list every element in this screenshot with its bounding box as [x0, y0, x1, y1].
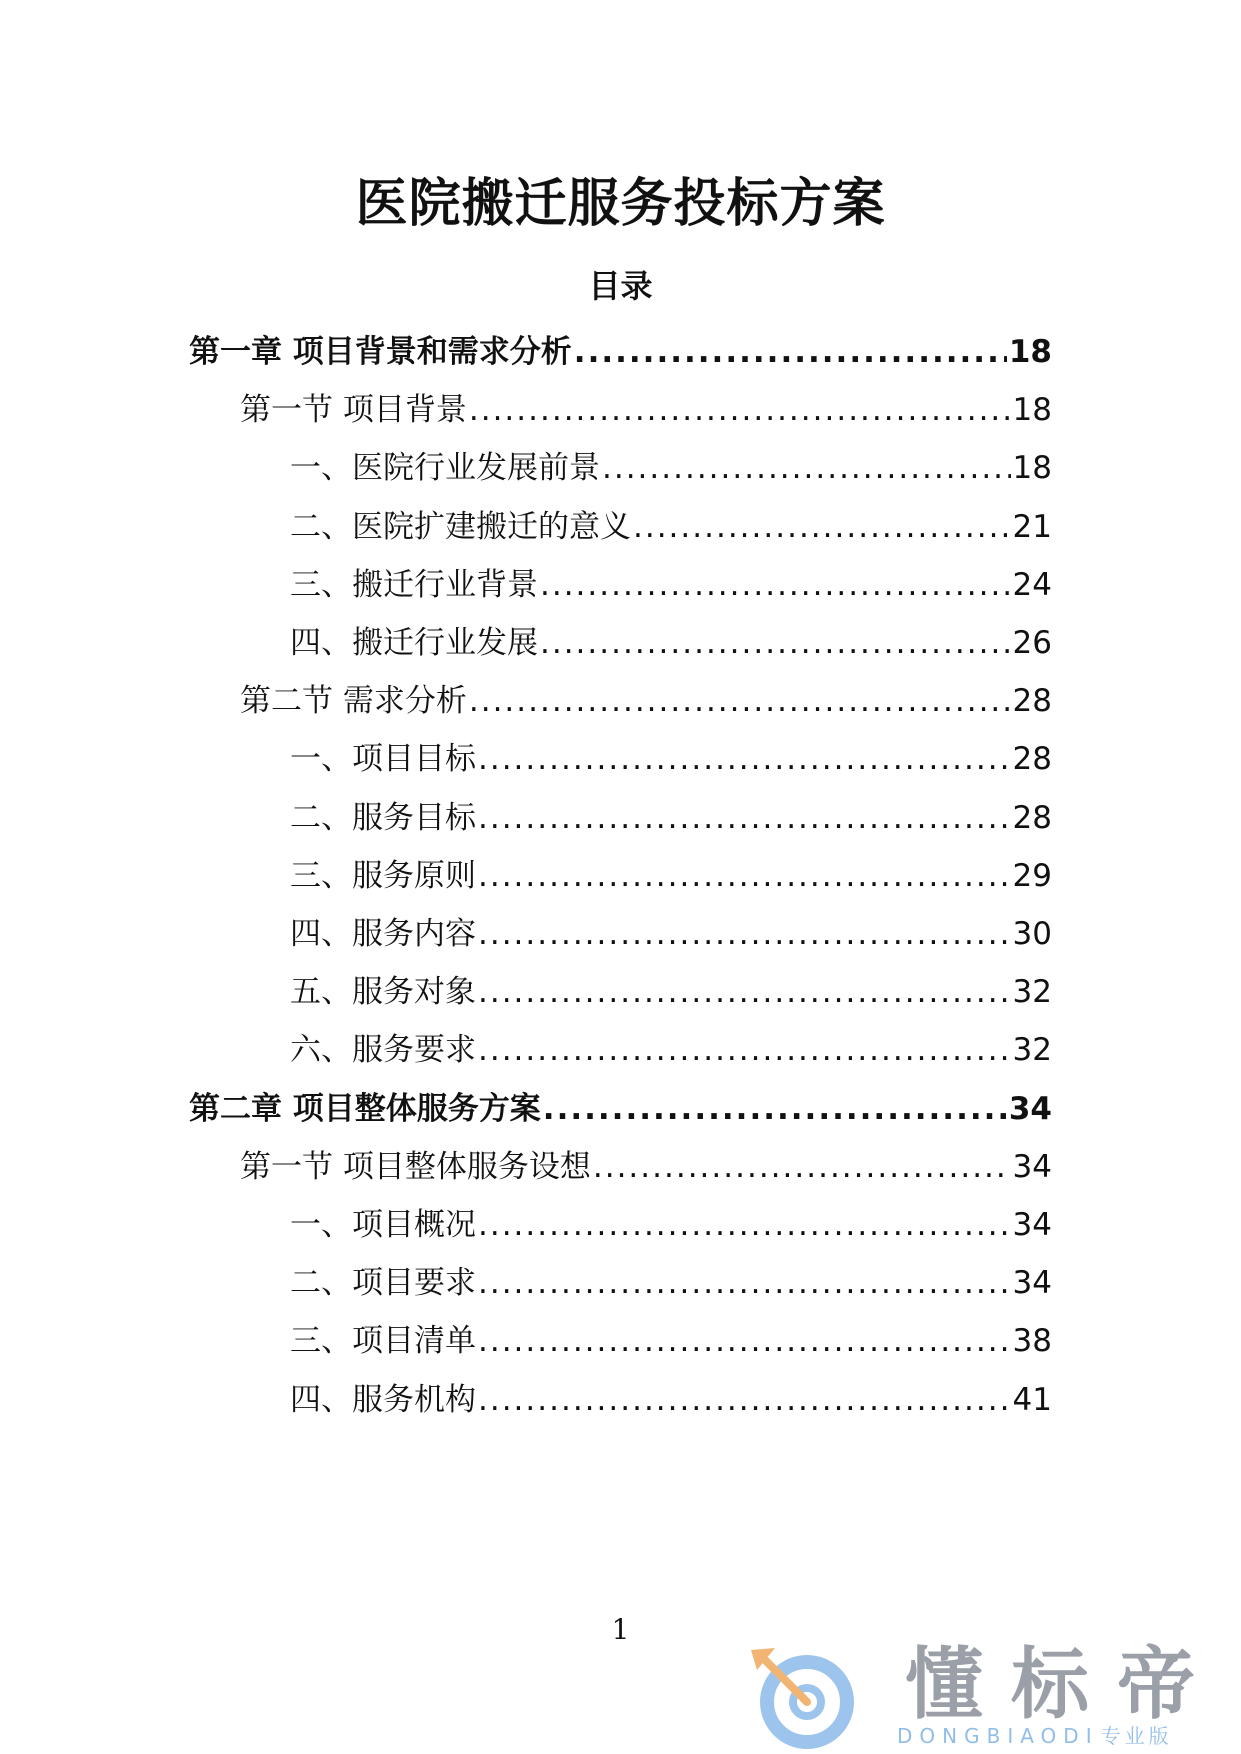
toc-leader-dots	[633, 505, 1011, 549]
toc-leader-dots	[602, 446, 1011, 490]
toc-entry[interactable]	[290, 446, 1052, 490]
toc-leader-dots	[540, 621, 1011, 665]
watermark	[745, 1640, 1235, 1750]
toc-leader-dots	[478, 796, 1011, 840]
toc-entry[interactable]	[290, 796, 1052, 840]
toc-entry-page: 38	[1012, 1323, 1052, 1359]
page-number: 1	[611, 1613, 630, 1646]
toc-entry-label: 第二章 项目整体服务方案	[189, 1091, 541, 1127]
toc-entry-label: 六、服务要求	[290, 1032, 476, 1068]
toc-entry[interactable]	[290, 563, 1052, 607]
toc-entry[interactable]	[290, 1261, 1052, 1305]
toc-leader-dots	[478, 912, 1011, 956]
toc-leader-dots	[478, 1028, 1011, 1072]
toc-entry-label: 第一节 项目整体服务设想	[240, 1149, 591, 1185]
toc-leader-dots	[593, 1145, 1011, 1189]
toc-entry-page: 24	[1012, 567, 1052, 603]
watermark-brand-name: 懂标帝	[905, 1640, 1224, 1730]
toc-entry-label: 三、项目清单	[290, 1323, 476, 1359]
toc-leader-dots	[543, 1087, 1007, 1131]
toc-entry-label: 二、服务目标	[290, 800, 476, 836]
toc-leader-dots	[478, 1319, 1011, 1363]
toc-leader-dots	[478, 737, 1011, 781]
toc-entry-page: 26	[1012, 625, 1052, 661]
toc-entry-page: 18	[1012, 392, 1052, 428]
toc-entry-page: 34	[1012, 1265, 1052, 1301]
toc-entry[interactable]	[290, 912, 1052, 956]
toc-leader-dots	[469, 679, 1011, 723]
toc-entry-page: 28	[1012, 741, 1052, 777]
toc-entry[interactable]	[189, 330, 1052, 374]
toc-entry[interactable]	[290, 970, 1052, 1014]
toc-entry[interactable]	[290, 505, 1052, 549]
toc-entry-label: 第一章 项目背景和需求分析	[189, 334, 572, 370]
watermark-subtitle-en: DONGBIAODI	[897, 1724, 1099, 1748]
toc-entry-page: 18	[1008, 334, 1052, 370]
toc-entry[interactable]	[240, 388, 1052, 432]
toc-leader-dots	[478, 854, 1011, 898]
toc-entry-label: 一、医院行业发展前景	[290, 450, 600, 486]
toc-entry-page: 34	[1012, 1149, 1052, 1185]
toc-entry[interactable]	[290, 1028, 1052, 1072]
toc-entry-page: 34	[1012, 1207, 1052, 1243]
toc-entry-label: 二、项目要求	[290, 1265, 476, 1301]
target-arrow-icon	[745, 1640, 875, 1752]
toc-entry[interactable]	[240, 1145, 1052, 1189]
toc-entry-label: 一、项目目标	[290, 741, 476, 777]
toc-entry-page: 28	[1012, 800, 1052, 836]
toc-leader-dots	[574, 330, 1007, 374]
toc-leader-dots	[478, 1261, 1011, 1305]
toc-entry[interactable]	[290, 1378, 1052, 1422]
toc-leader-dots	[540, 563, 1011, 607]
toc-leader-dots	[478, 1378, 1011, 1422]
toc-entry[interactable]	[290, 1203, 1052, 1247]
toc-entry-label: 四、服务机构	[290, 1382, 476, 1418]
toc-leader-dots	[478, 970, 1011, 1014]
toc-entry-label: 三、搬迁行业背景	[290, 567, 538, 603]
toc-entry-label: 四、搬迁行业发展	[290, 625, 538, 661]
toc-entry[interactable]	[290, 621, 1052, 665]
toc-entry[interactable]	[240, 679, 1052, 723]
toc-entry-page: 32	[1012, 974, 1052, 1010]
toc-entry-page: 21	[1012, 509, 1052, 545]
toc-entry[interactable]	[290, 1319, 1052, 1363]
document-title: 医院搬迁服务投标方案	[355, 174, 886, 234]
toc-heading: 目录	[588, 267, 653, 305]
toc-entry-page: 30	[1012, 916, 1052, 952]
toc-entry-label: 三、服务原则	[290, 858, 476, 894]
watermark-subtitle-cn: 专业版	[1100, 1724, 1173, 1748]
toc-entry-page: 32	[1012, 1032, 1052, 1068]
toc-entry-label: 二、医院扩建搬迁的意义	[290, 509, 631, 545]
toc-leader-dots	[478, 1203, 1011, 1247]
toc-entry-page: 34	[1008, 1091, 1052, 1127]
toc-entry-label: 五、服务对象	[290, 974, 476, 1010]
toc-entry[interactable]	[290, 737, 1052, 781]
toc-entry-label: 一、项目概况	[290, 1207, 476, 1243]
toc-leader-dots	[469, 388, 1011, 432]
toc-entry-page: 29	[1012, 858, 1052, 894]
toc-entry[interactable]	[290, 854, 1052, 898]
watermark-subtitle	[897, 1724, 1173, 1748]
toc-entry-label: 第一节 项目背景	[240, 392, 467, 428]
toc-entry-page: 18	[1012, 450, 1052, 486]
toc-entry-label: 第二节 需求分析	[240, 683, 467, 719]
toc-entry-label: 四、服务内容	[290, 916, 476, 952]
toc-entry-page: 28	[1012, 683, 1052, 719]
toc-entry-page: 41	[1012, 1382, 1052, 1418]
toc-entry[interactable]	[189, 1087, 1052, 1131]
